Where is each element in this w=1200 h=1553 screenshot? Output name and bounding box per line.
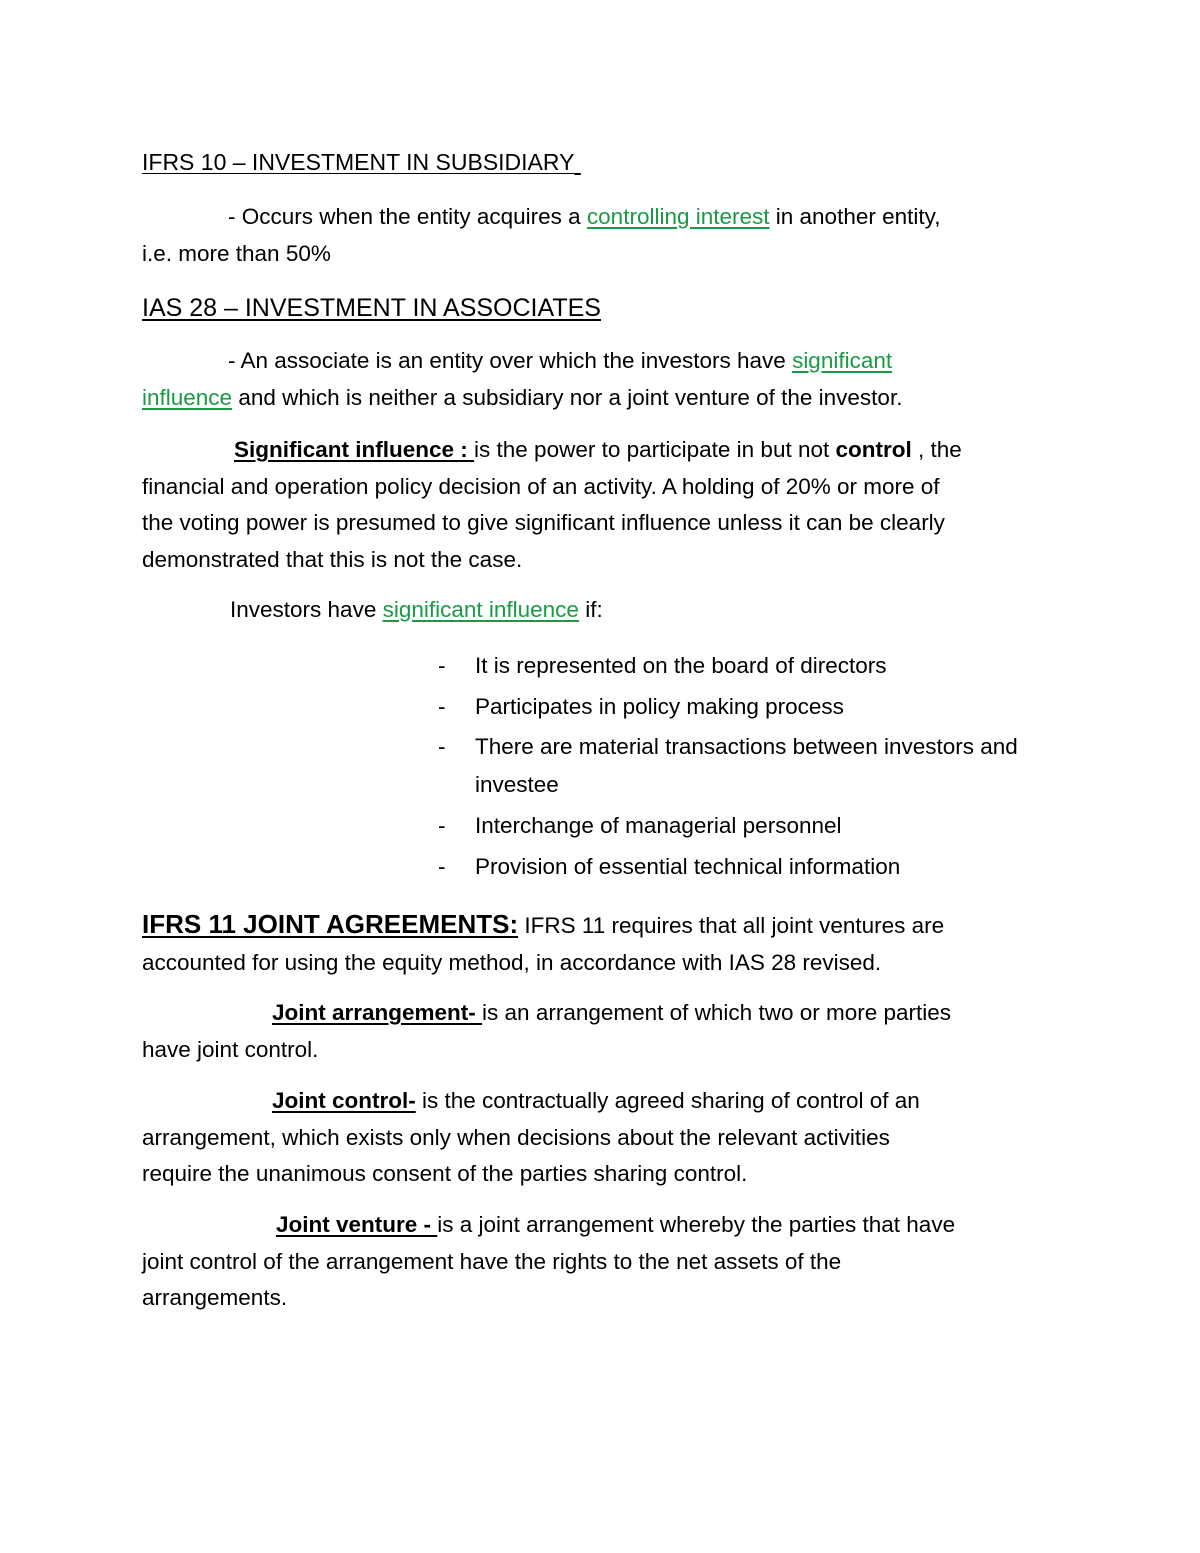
text-run: and which is neither a subsidiary nor a joint venture of the investor. bbox=[232, 384, 903, 410]
ifrs10-paragraph bbox=[142, 199, 1052, 272]
text-run: accounted for using the equity method, in accordance with IAS 28 revised. bbox=[142, 949, 882, 975]
text-run: is a joint arrangement whereby the parties that have bbox=[437, 1212, 956, 1237]
text-run: is an arrangement of which two or more parties bbox=[482, 1000, 952, 1025]
definition-term: Joint arrangement- bbox=[272, 1000, 483, 1025]
text-run: the voting power is presumed to give significant influence unless it can be clearly bbox=[142, 510, 945, 535]
text-run: demonstrated that this is not the case. bbox=[142, 546, 523, 572]
text-run: i.e. more than 50% bbox=[142, 240, 331, 266]
dash: - bbox=[228, 348, 241, 373]
list-item-text: There are material transactions between investors and investee bbox=[475, 734, 1018, 797]
joint-control-definition bbox=[142, 1083, 1052, 1193]
text-run: Occurs when the entity acquires a bbox=[241, 204, 587, 229]
list-dash: - bbox=[438, 813, 446, 838]
investors-intro bbox=[142, 592, 1052, 629]
text-run: An associate is an entity over which the investors have bbox=[240, 348, 793, 373]
definition-term: Joint venture - bbox=[276, 1212, 438, 1237]
list-dash: - bbox=[438, 694, 446, 719]
ias28-heading-text: IAS 28 – INVESTMENT IN ASSOCIATES bbox=[142, 294, 601, 322]
significant-influence-term: significant influence bbox=[382, 597, 579, 622]
text-run: is the contractually agreed sharing of control of an bbox=[415, 1088, 920, 1113]
significant-influence-term: influence bbox=[142, 384, 233, 410]
ifrs10-heading-text: IFRS 10 – INVESTMENT IN SUBSIDIARY bbox=[142, 149, 575, 175]
text-run: arrangements. bbox=[142, 1285, 288, 1310]
definition-term: Joint control- bbox=[272, 1088, 416, 1113]
text-run: joint control of the arrangement have the rights to the net assets of the bbox=[142, 1248, 842, 1274]
definition-term: Significant influence : bbox=[234, 437, 475, 462]
joint-arrangement-definition bbox=[142, 995, 1052, 1068]
controlling-interest-term: controlling interest bbox=[586, 204, 770, 229]
text-run: if: bbox=[578, 597, 603, 622]
joint-venture-definition bbox=[142, 1207, 1052, 1317]
list-item bbox=[438, 646, 1078, 685]
text-run: is the power to participate in but not bbox=[474, 437, 836, 462]
text-run: financial and operation policy decision of an activity. A holding of 20% or more of bbox=[142, 473, 940, 499]
ifrs10-heading bbox=[142, 144, 1052, 181]
list-dash: - bbox=[438, 734, 446, 759]
text-run: IFRS 11 requires that all joint ventures are bbox=[518, 913, 945, 938]
list-dash: - bbox=[438, 653, 446, 678]
ifrs11-heading: IFRS 11 JOINT AGREEMENTS: bbox=[142, 909, 519, 939]
heading-underline-tail bbox=[574, 144, 714, 181]
bold-text: control bbox=[835, 437, 912, 462]
text-run: , the bbox=[911, 437, 962, 462]
list-item-text: Provision of essential technical information bbox=[475, 854, 901, 879]
list-item bbox=[438, 806, 1078, 845]
list-dash: - bbox=[438, 854, 446, 879]
text-run: have joint control. bbox=[142, 1036, 319, 1062]
list-item-text: Interchange of managerial personnel bbox=[475, 813, 842, 838]
text-run: arrangement, which exists only when decisions about the relevant activities bbox=[142, 1124, 890, 1150]
list-item-text: Participates in policy making process bbox=[475, 694, 844, 719]
text-run: require the unanimous consent of the parties sharing control. bbox=[142, 1161, 748, 1186]
text-run: Investors have bbox=[230, 597, 383, 622]
text-run: in another entity, bbox=[769, 204, 941, 229]
list-item-text: It is represented on the board of directors bbox=[475, 653, 887, 678]
ias28-heading bbox=[142, 290, 1052, 327]
dash: - bbox=[228, 204, 242, 229]
significant-influence-term: significant bbox=[792, 348, 893, 373]
significant-influence-definition bbox=[142, 432, 1052, 578]
ifrs11-paragraph bbox=[142, 906, 1052, 981]
ias28-paragraph bbox=[142, 343, 1052, 416]
list-item bbox=[438, 847, 1078, 886]
list-item bbox=[438, 728, 1038, 804]
list-item bbox=[438, 687, 1078, 726]
